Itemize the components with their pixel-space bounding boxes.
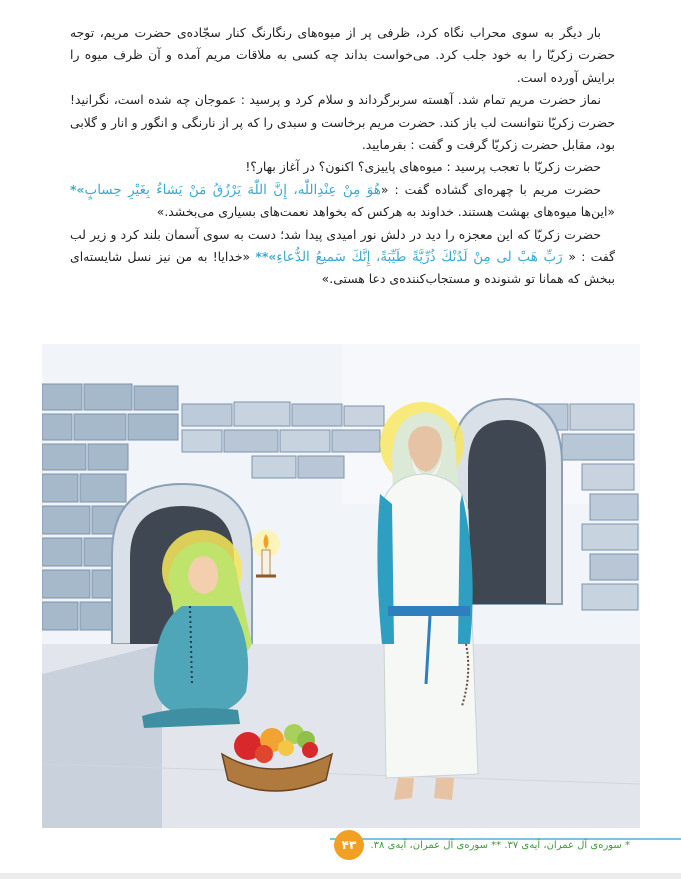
quran-verse-2: رَبِّ هَبْ لى مِنْ لَدُنْكَ ذُرِّيَّةً طَيِّبَةً، إِنَّكَ سَميعُ الدُّعاءِ — [276, 249, 569, 266]
paragraph-5-intro: حضرت زکریّا که این معجزه را دید در دلش نور امیدی پیدا شد؛ دست به سوی آسمان بلند کرد و زیر لب گفت : « — [70, 226, 615, 265]
paragraph-4-intro: حضرت مریم با چهره‌ای گشاده گفت : « — [380, 181, 601, 197]
story-text — [70, 22, 615, 291]
paragraph-1: بار دیگر به سوی محراب نگاه کرد، ظرفی پر از میوه‌های رنگارنگ کنار سجّاده‌ی حضرت مریم، توجه حضرت زکریّا را به خود جلب کرد. می‌خواست بداند چه کسی به ملاقات مریم آمده و آن ظرف میوه را برایش آورده است. — [70, 25, 615, 85]
verse-2-translation: «خدایا! به من نیز نسل شایسته‌ای ببخش که همانا تو شنونده و مستجاب‌کننده‌ی دعا هستی.» — [70, 249, 615, 287]
page-bottom-edge — [0, 873, 681, 879]
verse-1-marker: »* — [70, 181, 85, 197]
paragraph-4 — [70, 179, 615, 224]
footnote: * سوره‌ی آل عمران، آیه‌ی ۳۷. ** سوره‌ی آل عمران، آیه‌ی ۳۸. — [370, 840, 630, 851]
paragraph-5 — [70, 224, 615, 291]
verse-2-marker: »** — [255, 249, 277, 265]
paragraph-3: حضرت زکریّا با تعجب پرسید : میوه‌های پاییزی؟ اکنون؟ در آغاز بهار؟! — [245, 159, 601, 175]
quran-verse-1: هُوَ مِنْ عِنْدِاللّٰه، إِنَّ اللّٰهَ يَرْزُقُ مَنْ يَشاءُ بِغَيْرِ حِسابٍ — [84, 181, 381, 198]
page-number: ۴۳ — [334, 830, 364, 860]
verse-1-translation: «این‌ها میوه‌های بهشت هستند. خداوند به هرکس که بخواهد نعمت‌های بسیاری می‌بخشد.» — [156, 204, 615, 220]
paragraph-2: نماز حضرت مریم تمام شد. آهسته سربرگرداند و سلام کرد و پرسید : عموجان چه شده است، نگرانید! حضرت زکریّا نتوانست لب باز کند. حضرت مریم برخاست و سبدی را که پر از نارنگی و انگور و انار و گلابی بود، مقابل حضرت زکریّا گرفت و گفت : بفرمایید. — [70, 92, 615, 153]
story-illustration — [42, 344, 640, 828]
